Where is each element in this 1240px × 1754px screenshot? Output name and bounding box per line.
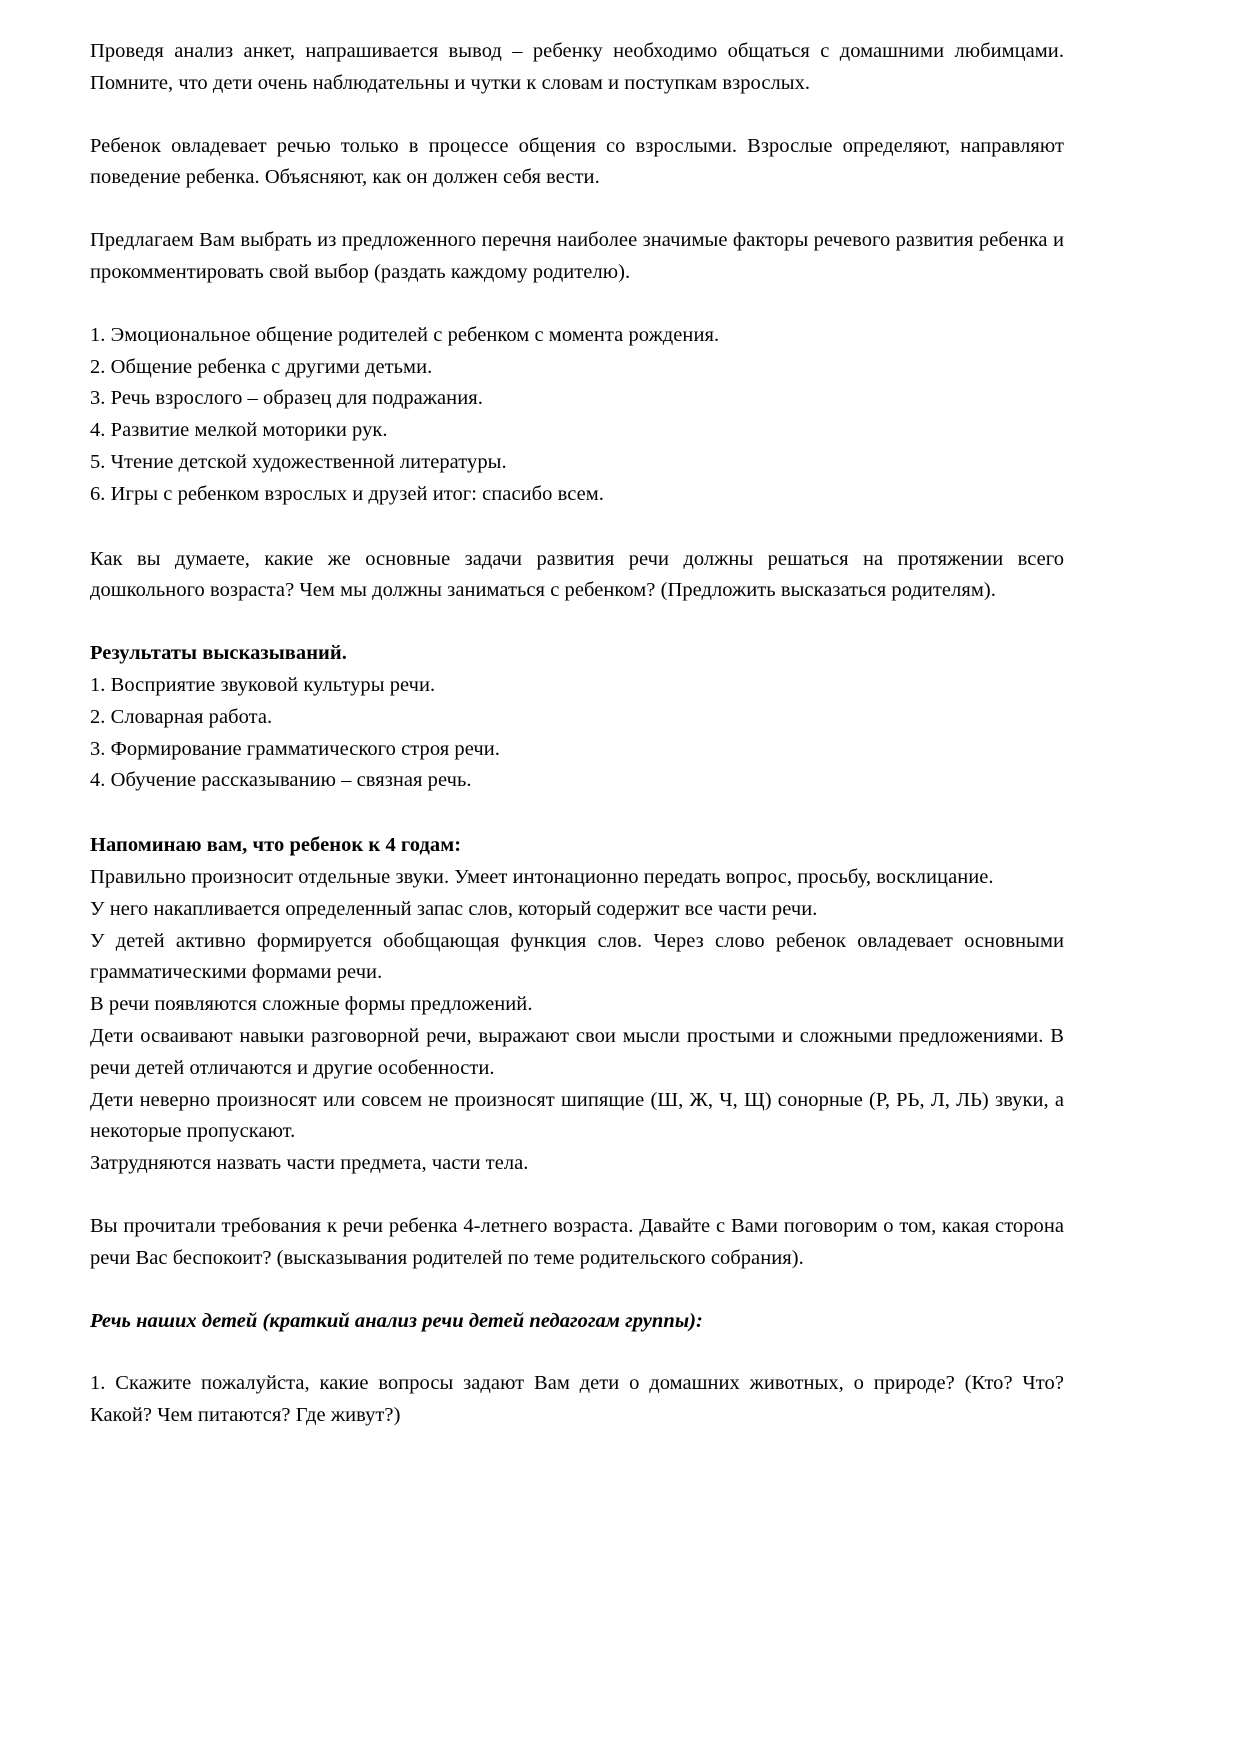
- reminder-line-5: Дети осваивают навыки разговорной речи, выражают свои мысли простыми и сложными предложениями. В речи детей отличаются и другие особенности.: [90, 1024, 1064, 1079]
- list-item-result-1: 1. Восприятие звуковой культуры речи.: [90, 673, 436, 696]
- reminder-line-3: У детей активно формируется обобщающая функция слов. Через слово ребенок овладевает основными грамматическими формами речи.: [90, 929, 1064, 984]
- list-item-factor-5: 5. Чтение детской художественной литературы.: [90, 450, 507, 473]
- heading-reminder-four-years: Напоминаю вам, что ребенок к 4 годам:: [90, 834, 462, 857]
- paragraph-spacer: [90, 289, 1064, 320]
- reminder-line-6: Дети неверно произносят или совсем не произносят шипящие (Ш, Ж, Ч, Щ) сонорные (Р, РЬ, Л, ЛЬ) звуки, а некоторые пропускают.: [90, 1088, 1064, 1143]
- list-item-result-3: 3. Формирование грамматического строя речи.: [90, 737, 500, 760]
- paragraph-spacer: [90, 511, 1064, 544]
- heading-our-children-speech: Речь наших детей (краткий анализ речи детей педагогам группы):: [90, 1309, 703, 1332]
- heading-results: Результаты высказываний.: [90, 642, 347, 665]
- paragraph-spacer: [90, 1180, 1064, 1211]
- reminder-line-7: Затрудняются назвать части предмета, части тела.: [90, 1152, 529, 1175]
- reminder-line-4: В речи появляются сложные формы предложений.: [90, 993, 533, 1016]
- paragraph-choose-factors: Предлагаем Вам выбрать из предложенного перечня наиболее значимые факторы речевого развития ребенка и прокомментировать свой выбор (раздать каждому родителю).: [90, 229, 1064, 283]
- reminder-line-2: У него накапливается определенный запас слов, который содержит все части речи.: [90, 897, 818, 920]
- list-item-factor-1: 1. Эмоциональное общение родителей с ребенком с момента рождения.: [90, 323, 720, 346]
- paragraph-spacer: [90, 797, 1064, 830]
- paragraph-speech-acquisition: Ребенок овладевает речью только в процессе общения со взрослыми. Взрослые определяют, направляют поведение ребенка. Объясняют, как он должен себя вести.: [90, 134, 1064, 189]
- list-item-factor-3: 3. Речь взрослого – образец для подражания.: [90, 387, 483, 410]
- paragraph-spacer: [90, 100, 1064, 131]
- list-item-factor-4: 4. Развитие мелкой моторики рук.: [90, 419, 388, 442]
- paragraph-spacer: [90, 607, 1064, 638]
- paragraph-spacer: [90, 1275, 1064, 1306]
- paragraph-main-tasks-question: Как вы думаете, какие же основные задачи развития речи должны решаться на протяжении всего дошкольного возраста? Чем мы должны заниматься с ребенком? (Предложить высказаться родителям).: [90, 547, 1064, 602]
- paragraph-spacer: [90, 1337, 1064, 1368]
- document-body: [90, 36, 1064, 1432]
- paragraph-requirements-read: Вы прочитали требования к речи ребенка 4-летнего возраста. Давайте с Вами поговорим о том, какая сторона речи Вас беспокоит? (высказывания родителей по теме родительского собрания).: [90, 1214, 1064, 1269]
- list-item-factor-2: 2. Общение ребенка с другими детьми.: [90, 355, 433, 378]
- paragraph-spacer: [90, 194, 1064, 225]
- list-item-result-2: 2. Словарная работа.: [90, 705, 273, 728]
- reminder-line-1: Правильно произносит отдельные звуки. Умеет интонационно передать вопрос, просьбу, восклицание.: [90, 865, 994, 888]
- list-item-result-4: 4. Обучение рассказыванию – связная речь.: [90, 769, 472, 792]
- paragraph-question-1: 1. Скажите пожалуйста, какие вопросы задают Вам дети о домашних животных, о природе? (Кто? Что? Какой? Чем питаются? Где живут?): [90, 1372, 1064, 1427]
- paragraph-analysis-conclusion: Проведя анализ анкет, напрашивается вывод – ребенку необходимо общаться с домашними любимцами. Помните, что дети очень наблюдательны и чутки к словам и поступкам взрослых.: [90, 40, 1064, 94]
- list-item-factor-6: 6. Игры с ребенком взрослых и друзей итог: спасибо всем.: [90, 482, 604, 505]
